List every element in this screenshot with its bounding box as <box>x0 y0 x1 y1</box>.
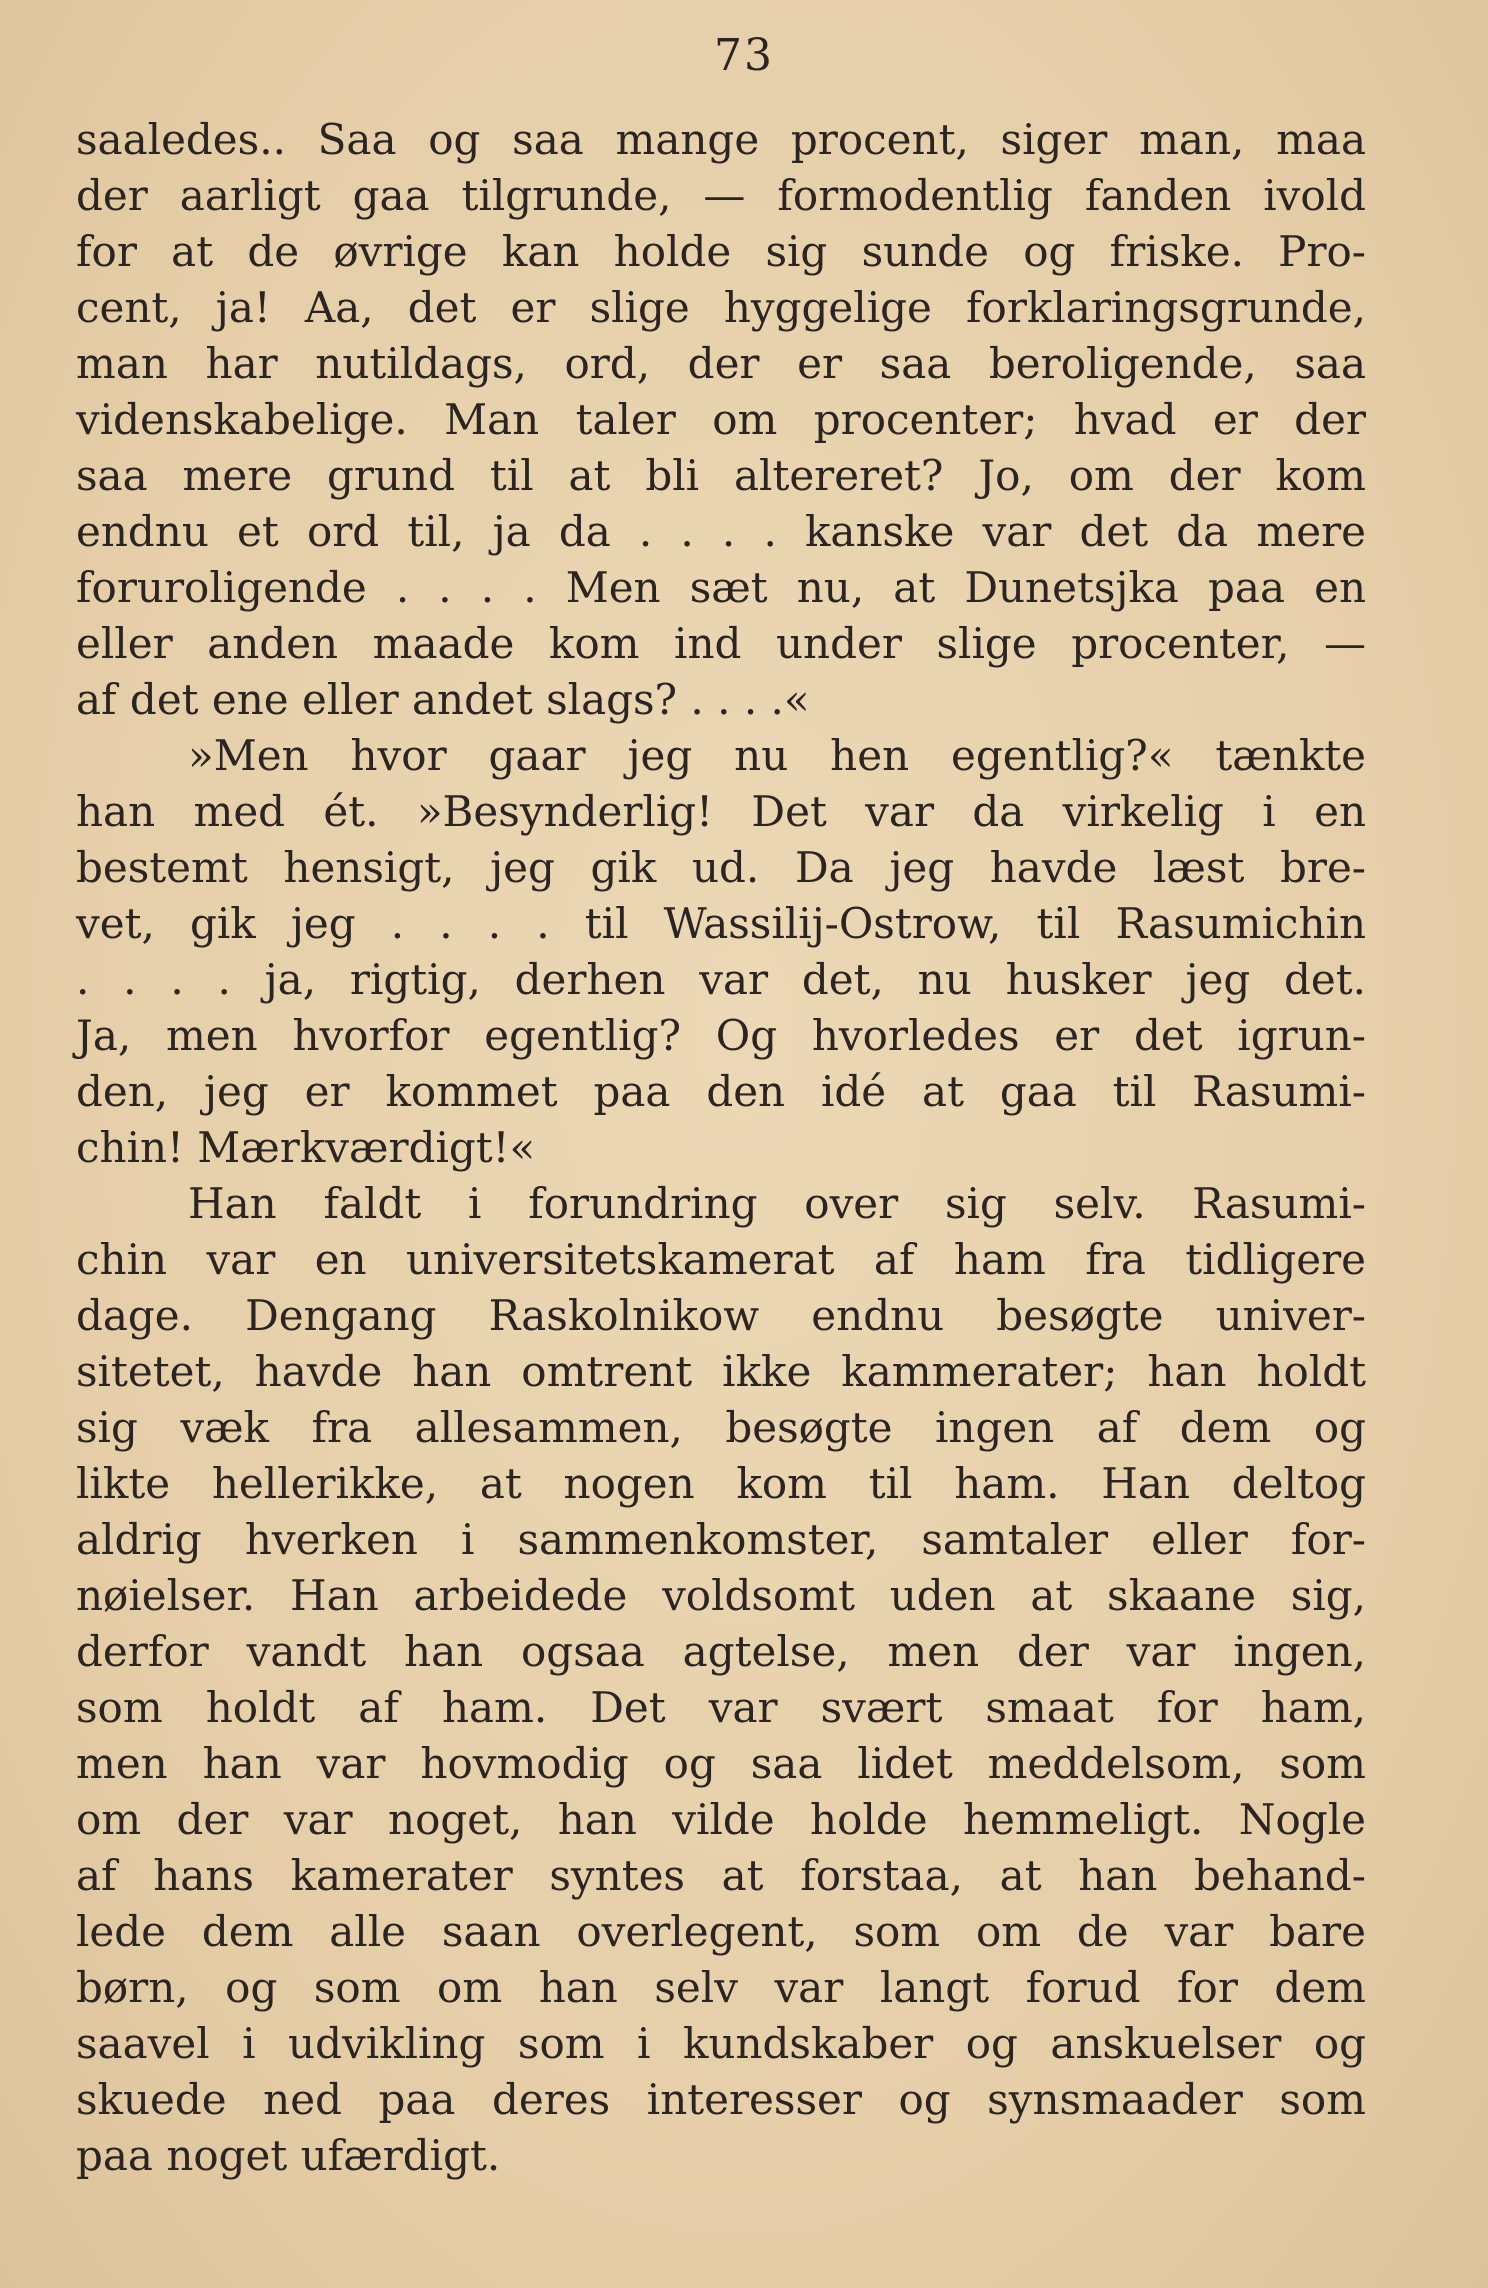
text-line: men han var hovmodig og saa lidet meddelsom, som <box>76 1739 1366 1788</box>
text-line: videnskabelige. Man taler om procenter; hvad er der <box>76 395 1366 444</box>
text-line: saaledes.. Saa og saa mange procent, siger man, maa <box>76 115 1366 164</box>
text-line: likte hellerikke, at nogen kom til ham. Han deltog <box>76 1459 1366 1508</box>
text-line: endnu et ord til, ja da . . . . kanske var det da mere <box>76 507 1366 556</box>
text-line: den, jeg er kommet paa den idé at gaa til Rasumi- <box>76 1067 1366 1116</box>
text-line: af det ene eller andet slags? . . . .« <box>76 675 810 724</box>
page-number: 73 <box>714 30 774 81</box>
text-line: chin! Mærkværdigt!« <box>76 1123 536 1172</box>
text-line: lede dem alle saan overlegent, som om de var bare <box>76 1907 1366 1956</box>
text-line: »Men hvor gaar jeg nu hen egentlig?« tænkte <box>188 731 1366 780</box>
text-line: Ja, men hvorfor egentlig? Og hvorledes er det igrun- <box>76 1011 1366 1060</box>
text-line: paa noget ufærdigt. <box>76 2131 501 2180</box>
text-line: skuede ned paa deres interesser og synsmaader som <box>76 2075 1366 2124</box>
text-line: af hans kamerater syntes at forstaa, at han behand- <box>76 1851 1366 1900</box>
text-line: nøielser. Han arbeidede voldsomt uden at skaane sig, <box>76 1571 1366 1620</box>
text-line: eller anden maade kom ind under slige procenter, — <box>76 619 1366 668</box>
text-line: vet, gik jeg . . . . til Wassilij-Ostrow, til Rasumichin <box>76 899 1366 948</box>
text-line: saa mere grund til at bli altereret? Jo, om der kom <box>76 451 1366 500</box>
text-line: chin var en universitetskamerat af ham fra tidligere <box>76 1235 1366 1284</box>
text-line: aldrig hverken i sammenkomster, samtaler eller for- <box>76 1515 1366 1564</box>
text-line: børn, og som om han selv var langt forud for dem <box>76 1963 1366 2012</box>
text-line: man har nutildags, ord, der er saa beroligende, saa <box>76 339 1366 388</box>
text-line: sig væk fra allesammen, besøgte ingen af dem og <box>76 1403 1366 1452</box>
text-line: cent, ja! Aa, det er slige hyggelige forklaringsgrunde, <box>76 283 1366 332</box>
text-line: sitetet, havde han omtrent ikke kammerater; han holdt <box>76 1347 1366 1396</box>
text-line: Han faldt i forundring over sig selv. Rasumi- <box>188 1179 1366 1228</box>
text-line: dage. Dengang Raskolnikow endnu besøgte univer- <box>76 1291 1366 1340</box>
text-line: derfor vandt han ogsaa agtelse, men der var ingen, <box>76 1627 1366 1676</box>
text-line: der aarligt gaa tilgrunde, — formodentlig fanden ivold <box>76 171 1366 220</box>
text-line: som holdt af ham. Det var svært smaat for ham, <box>76 1683 1366 1732</box>
body-text <box>76 112 1366 2184</box>
text-line: han med ét. »Besynderlig! Det var da virkelig i en <box>76 787 1366 836</box>
text-line: saavel i udvikling som i kundskaber og anskuelser og <box>76 2019 1366 2068</box>
text-line: for at de øvrige kan holde sig sunde og friske. Pro- <box>76 227 1366 276</box>
text-line: bestemt hensigt, jeg gik ud. Da jeg havde læst bre- <box>76 843 1366 892</box>
text-line: foruroligende . . . . Men sæt nu, at Dunetsjka paa en <box>76 563 1366 612</box>
text-line: om der var noget, han vilde holde hemmeligt. Nogle <box>76 1795 1366 1844</box>
text-line: . . . . ja, rigtig, derhen var det, nu husker jeg det. <box>76 955 1366 1004</box>
